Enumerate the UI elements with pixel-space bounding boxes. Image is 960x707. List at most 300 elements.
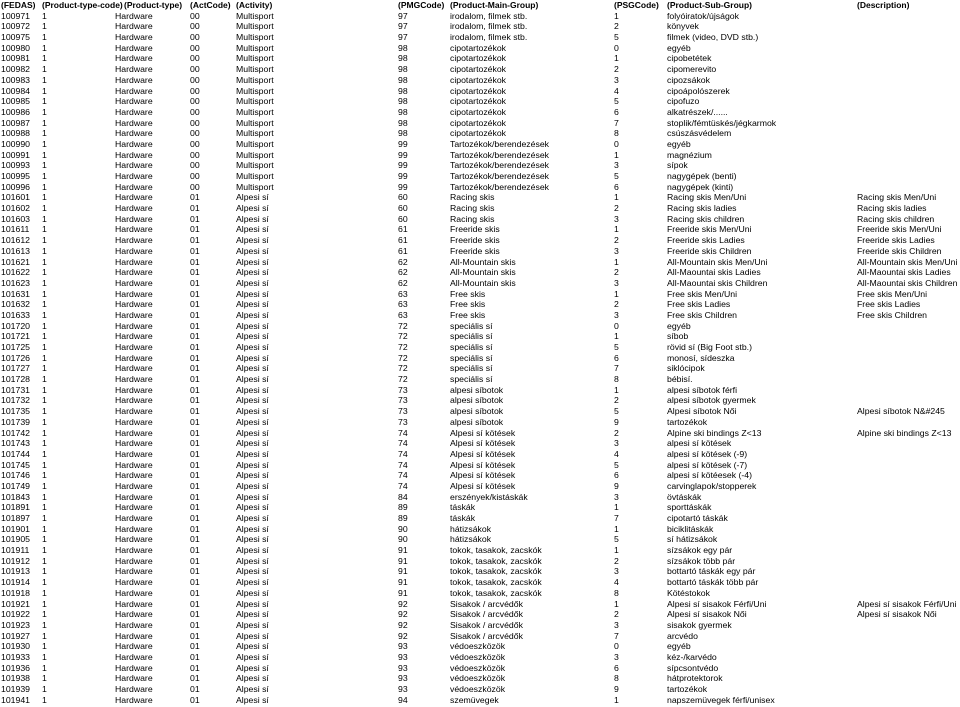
cell-fedas: 100981: [1, 53, 30, 64]
cell-act-code: 01: [190, 374, 200, 385]
cell-product-sub-group: alpesi síbotok férfi: [667, 384, 738, 395]
cell-fedas: 101602: [1, 203, 30, 214]
cell-pmg-code: 98: [398, 42, 408, 53]
cell-product-type: Hardware: [115, 577, 153, 588]
cell-psg-code: 3: [614, 438, 619, 449]
cell-psg-code: 5: [614, 171, 619, 181]
cell-act-code: 01: [190, 577, 200, 588]
cell-product-main-group: speciális sí: [450, 331, 493, 342]
cell-activity: Alpesi sí: [236, 598, 269, 609]
cell-act-code: 01: [190, 523, 200, 534]
cell-description: [857, 460, 960, 471]
cell-product-type-code: 1: [42, 577, 47, 588]
cell-description: [857, 32, 960, 43]
cell-product-type: Hardware: [115, 480, 153, 491]
cell-pmg-code: 98: [398, 85, 408, 96]
cell-product-type: Hardware: [115, 10, 153, 21]
cell-product-sub-group: folyóiratok/újságok: [667, 10, 739, 21]
cell-product-main-group: Tartozékok/berendezések: [450, 171, 549, 181]
cell-description: All-Maountai skis Ladies: [857, 267, 951, 278]
cell-product-sub-group: rövid sí (Big Foot stb.): [667, 342, 752, 352]
cell-activity: Alpesi sí: [236, 256, 269, 267]
table-row: [1, 224, 960, 235]
cell-description: [857, 374, 960, 385]
cell-product-type: Hardware: [115, 459, 153, 470]
cell-product-main-group: cipotartozékok: [450, 85, 507, 96]
cell-psg-code: 8: [614, 128, 619, 139]
table-row: [1, 470, 960, 481]
cell-product-type: Hardware: [115, 245, 153, 256]
cell-fedas: 100993: [1, 160, 30, 171]
cell-act-code: 01: [190, 363, 200, 374]
cell-psg-code: 9: [614, 416, 619, 427]
cell-description: [857, 641, 960, 652]
cell-product-type: Hardware: [115, 299, 153, 310]
cell-product-type-code: 1: [42, 641, 47, 652]
cell-product-sub-group: siklócipok: [667, 363, 705, 374]
cell-activity: Multisport: [236, 117, 274, 128]
cell-product-type: Hardware: [115, 427, 153, 438]
cell-product-main-group: alpesi síbotok: [450, 406, 504, 417]
cell-product-type: Hardware: [115, 192, 153, 203]
cell-psg-code: 4: [614, 448, 619, 459]
cell-activity: Alpesi sí: [236, 491, 269, 502]
cell-product-type-code: 1: [42, 470, 47, 481]
cell-description: [857, 556, 960, 567]
cell-fedas: 101720: [1, 320, 30, 331]
cell-product-main-group: erszények/kistáskák: [450, 491, 528, 502]
cell-product-type: Hardware: [115, 42, 153, 53]
cell-pmg-code: 72: [398, 320, 408, 331]
cell-product-sub-group: biciklitáskák: [667, 523, 714, 534]
cell-description: [857, 673, 960, 684]
table-row: [1, 203, 960, 214]
cell-fedas: 101739: [1, 416, 30, 427]
cell-activity: Alpesi sí: [236, 566, 269, 577]
table-row: [1, 235, 960, 246]
cell-product-sub-group: magnézium: [667, 149, 712, 160]
cell-description: Free skis Children: [857, 309, 928, 320]
cell-product-sub-group: könyvek: [667, 21, 699, 32]
cell-activity: Multisport: [236, 42, 274, 53]
cell-psg-code: 0: [614, 138, 619, 149]
cell-description: [857, 182, 960, 193]
cell-activity: Alpesi sí: [236, 513, 269, 523]
cell-product-main-group: irodalom, filmek stb.: [450, 10, 528, 21]
cell-product-type-code: 1: [42, 106, 47, 117]
cell-psg-code: 1: [614, 384, 619, 395]
cell-act-code: 01: [190, 491, 200, 502]
table-row: [1, 64, 960, 75]
cell-description: Freeride skis Ladies: [857, 235, 935, 246]
cell-product-type: Hardware: [115, 694, 153, 705]
cell-description: [857, 342, 960, 353]
cell-fedas: 100982: [1, 64, 30, 75]
cell-description: [857, 150, 960, 161]
column-header-product-type: (Product-type): [124, 0, 183, 10]
cell-product-main-group: Freeride skis: [450, 245, 500, 256]
table-row: [1, 257, 960, 268]
cell-psg-code: 3: [614, 277, 619, 288]
cell-pmg-code: 99: [398, 171, 408, 181]
table-row: [1, 641, 960, 652]
cell-description: [857, 139, 960, 150]
cell-product-sub-group: Racing skis children: [667, 213, 745, 224]
cell-fedas: 101941: [1, 694, 30, 705]
cell-fedas: 101933: [1, 651, 30, 662]
cell-product-type: Hardware: [115, 448, 153, 459]
cell-act-code: 00: [190, 42, 200, 53]
cell-description: [857, 128, 960, 139]
cell-product-sub-group: Alpesi síbotok Női: [667, 406, 737, 417]
cell-product-type-code: 1: [42, 673, 47, 684]
cell-description: [857, 620, 960, 631]
cell-activity: Alpesi sí: [236, 288, 269, 299]
cell-product-type: Hardware: [115, 395, 153, 406]
cell-product-type-code: 1: [42, 416, 47, 427]
cell-description: [857, 363, 960, 374]
cell-act-code: 01: [190, 609, 200, 620]
column-header-product-sub-group: (Product-Sub-Group): [667, 0, 752, 10]
cell-product-type: Hardware: [115, 342, 153, 352]
cell-activity: Multisport: [236, 10, 274, 21]
cell-description: [857, 470, 960, 481]
cell-product-main-group: Alpesi sí kötések: [450, 459, 516, 470]
cell-act-code: 01: [190, 555, 200, 566]
cell-psg-code: 5: [614, 342, 619, 352]
cell-fedas: 101613: [1, 245, 30, 256]
cell-fedas: 100990: [1, 138, 30, 149]
cell-psg-code: 3: [614, 213, 619, 224]
cell-product-type: Hardware: [115, 331, 153, 342]
cell-description: [857, 53, 960, 64]
cell-psg-code: 9: [614, 480, 619, 491]
cell-product-type-code: 1: [42, 277, 47, 288]
cell-description: [857, 171, 960, 182]
cell-pmg-code: 92: [398, 619, 408, 630]
cell-product-sub-group: alkatrészek/......: [667, 106, 728, 117]
cell-fedas: 101623: [1, 277, 30, 288]
cell-product-type-code: 1: [42, 267, 47, 278]
cell-product-type: Hardware: [115, 587, 153, 598]
cell-psg-code: 3: [614, 245, 619, 256]
cell-act-code: 01: [190, 641, 200, 652]
cell-product-main-group: Alpesi sí kötések: [450, 448, 516, 459]
cell-product-sub-group: sí hátizsákok: [667, 534, 718, 545]
table-row: [1, 481, 960, 492]
cell-psg-code: 5: [614, 406, 619, 417]
cell-fedas: 101749: [1, 480, 30, 491]
cell-act-code: 01: [190, 480, 200, 491]
cell-product-main-group: Sisakok / arcvédők: [450, 619, 523, 630]
table-row: [1, 246, 960, 257]
cell-psg-code: 5: [614, 96, 619, 107]
cell-description: [857, 438, 960, 449]
cell-act-code: 00: [190, 85, 200, 96]
cell-activity: Alpesi sí: [236, 213, 269, 224]
cell-product-sub-group: sporttáskák: [667, 502, 712, 513]
cell-activity: Alpesi sí: [236, 673, 269, 684]
cell-pmg-code: 99: [398, 160, 408, 171]
cell-product-sub-group: Alpine ski bindings Z<13: [667, 427, 762, 438]
cell-act-code: 01: [190, 267, 200, 278]
cell-fedas: 101735: [1, 406, 30, 417]
cell-product-main-group: tokok, tasakok, zacskók: [450, 555, 542, 566]
table-row: [1, 566, 960, 577]
cell-activity: Multisport: [236, 96, 274, 107]
cell-pmg-code: 93: [398, 684, 408, 694]
cell-product-type-code: 1: [42, 598, 47, 609]
table-row: [1, 695, 960, 706]
cell-pmg-code: 99: [398, 181, 408, 192]
cell-product-type-code: 1: [42, 235, 47, 246]
cell-activity: Alpesi sí: [236, 363, 269, 374]
cell-pmg-code: 63: [398, 299, 408, 310]
cell-pmg-code: 98: [398, 96, 408, 107]
table-row: [1, 385, 960, 396]
cell-product-sub-group: nagygépek (kinti): [667, 181, 734, 192]
cell-product-type: Hardware: [115, 374, 153, 385]
cell-act-code: 01: [190, 513, 200, 523]
cell-pmg-code: 93: [398, 673, 408, 684]
cell-product-main-group: Racing skis: [450, 203, 495, 214]
cell-product-sub-group: egyéb: [667, 42, 691, 53]
cell-activity: Alpesi sí: [236, 587, 269, 598]
cell-product-type-code: 1: [42, 288, 47, 299]
cell-product-type: Hardware: [115, 21, 153, 32]
cell-description: [857, 652, 960, 663]
table-row: [1, 620, 960, 631]
cell-product-type-code: 1: [42, 438, 47, 449]
cell-product-main-group: tokok, tasakok, zacskók: [450, 545, 542, 556]
cell-product-type-code: 1: [42, 694, 47, 705]
table-row: [1, 363, 960, 374]
cell-product-sub-group: egyéb: [667, 138, 691, 149]
cell-act-code: 01: [190, 587, 200, 598]
cell-product-type: Hardware: [115, 138, 153, 149]
table-row: [1, 86, 960, 97]
cell-activity: Alpesi sí: [236, 470, 269, 481]
cell-psg-code: 2: [614, 299, 619, 310]
cell-product-type-code: 1: [42, 331, 47, 342]
cell-product-type-code: 1: [42, 128, 47, 139]
cell-product-main-group: cipotartozékok: [450, 106, 507, 117]
cell-product-sub-group: carvinglapok/stopperek: [667, 480, 757, 491]
cell-psg-code: 1: [614, 224, 619, 235]
cell-fedas: 101905: [1, 534, 30, 545]
cell-product-sub-group: Freeride skis Men/Uni: [667, 224, 752, 235]
cell-act-code: 00: [190, 96, 200, 107]
cell-product-type: Hardware: [115, 566, 153, 577]
cell-product-type-code: 1: [42, 587, 47, 598]
cell-pmg-code: 92: [398, 630, 408, 641]
cell-product-main-group: cipotartozékok: [450, 128, 507, 139]
cell-product-sub-group: egyéb: [667, 641, 691, 652]
cell-description: [857, 449, 960, 460]
cell-product-main-group: All-Mountain skis: [450, 256, 516, 267]
cell-product-sub-group: alpesi sí kötések (-7): [667, 459, 748, 470]
cell-description: Alpine ski bindings Z<13: [857, 427, 952, 438]
cell-product-type: Hardware: [115, 256, 153, 267]
table-row: [1, 128, 960, 139]
cell-product-main-group: Alpesi sí kötések: [450, 438, 516, 449]
cell-activity: Alpesi sí: [236, 267, 269, 278]
cell-product-type: Hardware: [115, 181, 153, 192]
cell-product-type-code: 1: [42, 406, 47, 417]
cell-fedas: 101732: [1, 395, 30, 406]
table-row: [1, 545, 960, 556]
cell-act-code: 00: [190, 117, 200, 128]
cell-act-code: 01: [190, 545, 200, 556]
cell-description: Racing skis children: [857, 213, 935, 224]
cell-psg-code: 7: [614, 363, 619, 374]
cell-product-sub-group: egyéb: [667, 320, 691, 331]
cell-activity: Multisport: [236, 128, 274, 139]
cell-product-type-code: 1: [42, 213, 47, 224]
table-row: [1, 267, 960, 278]
cell-fedas: 101918: [1, 587, 30, 598]
cell-fedas: 100971: [1, 10, 30, 21]
cell-product-sub-group: sípcsontvédo: [667, 662, 719, 673]
cell-fedas: 101632: [1, 299, 30, 310]
cell-description: [857, 96, 960, 107]
cell-product-type: Hardware: [115, 309, 153, 320]
cell-product-main-group: tokok, tasakok, zacskók: [450, 566, 542, 577]
cell-psg-code: 3: [614, 491, 619, 502]
cell-activity: Alpesi sí: [236, 619, 269, 630]
cell-product-type-code: 1: [42, 619, 47, 630]
cell-product-sub-group: Alpesi sí sisakok Férfi/Uni: [667, 598, 767, 609]
cell-product-type-code: 1: [42, 363, 47, 374]
cell-description: Racing skis Men/Uni: [857, 192, 937, 203]
cell-psg-code: 2: [614, 21, 619, 32]
cell-activity: Alpesi sí: [236, 555, 269, 566]
cell-product-main-group: Racing skis: [450, 213, 495, 224]
table-row: [1, 609, 960, 620]
cell-psg-code: 6: [614, 352, 619, 363]
table-row: [1, 492, 960, 503]
cell-product-type: Hardware: [115, 673, 153, 684]
column-header-product-type-code: (Product-type-code): [42, 0, 123, 10]
cell-product-type-code: 1: [42, 299, 47, 310]
cell-product-main-group: alpesi síbotok: [450, 384, 504, 395]
cell-fedas: 101742: [1, 427, 30, 438]
cell-fedas: 100996: [1, 181, 30, 192]
cell-pmg-code: 91: [398, 555, 408, 566]
cell-product-sub-group: alpesi síbotok gyermek: [667, 395, 756, 406]
cell-psg-code: 8: [614, 587, 619, 598]
cell-act-code: 01: [190, 235, 200, 246]
cell-description: [857, 321, 960, 332]
table-row: [1, 524, 960, 535]
cell-act-code: 01: [190, 203, 200, 214]
cell-description: [857, 86, 960, 97]
cell-pmg-code: 97: [398, 10, 408, 21]
table-row: [1, 534, 960, 545]
table-row: [1, 395, 960, 406]
cell-pmg-code: 84: [398, 491, 408, 502]
cell-product-sub-group: Alpesi sí sisakok Női: [667, 609, 747, 620]
cell-product-type: Hardware: [115, 320, 153, 331]
table-row: [1, 556, 960, 567]
cell-activity: Alpesi sí: [236, 395, 269, 406]
cell-product-type-code: 1: [42, 630, 47, 641]
cell-product-type-code: 1: [42, 117, 47, 128]
cell-psg-code: 7: [614, 117, 619, 128]
cell-description: [857, 566, 960, 577]
cell-product-main-group: All-Mountain skis: [450, 277, 516, 288]
cell-act-code: 00: [190, 128, 200, 139]
cell-product-type-code: 1: [42, 448, 47, 459]
column-header-psg-code: (PSGCode): [614, 0, 659, 10]
cell-product-main-group: cipotartozékok: [450, 117, 507, 128]
cell-activity: Alpesi sí: [236, 438, 269, 449]
cell-product-main-group: Free skis: [450, 288, 486, 299]
cell-pmg-code: 92: [398, 598, 408, 609]
cell-psg-code: 1: [614, 10, 619, 21]
cell-pmg-code: 91: [398, 566, 408, 577]
cell-activity: Alpesi sí: [236, 309, 269, 320]
cell-product-type-code: 1: [42, 320, 47, 331]
cell-fedas: 100986: [1, 106, 30, 117]
cell-act-code: 01: [190, 438, 200, 449]
cell-act-code: 00: [190, 74, 200, 85]
cell-product-type-code: 1: [42, 609, 47, 620]
cell-product-main-group: cipotartozékok: [450, 53, 507, 64]
cell-psg-code: 1: [614, 288, 619, 299]
table-row: [1, 182, 960, 193]
table-row: [1, 118, 960, 129]
cell-description: [857, 64, 960, 75]
cell-product-sub-group: sízsákok egy pár: [667, 545, 733, 556]
table-row: [1, 214, 960, 225]
cell-product-main-group: speciális sí: [450, 363, 493, 374]
cell-activity: Alpesi sí: [236, 320, 269, 331]
cell-product-sub-group: All-Maountai skis Ladies: [667, 267, 761, 278]
cell-psg-code: 3: [614, 619, 619, 630]
cell-fedas: 100995: [1, 171, 30, 181]
cell-psg-code: 0: [614, 42, 619, 53]
cell-pmg-code: 72: [398, 342, 408, 352]
cell-product-type-code: 1: [42, 245, 47, 256]
cell-description: [857, 577, 960, 588]
cell-product-main-group: Sisakok / arcvédők: [450, 598, 523, 609]
cell-activity: Alpesi sí: [236, 545, 269, 556]
cell-act-code: 01: [190, 684, 200, 694]
cell-product-sub-group: övtáskák: [667, 491, 702, 502]
cell-product-type-code: 1: [42, 309, 47, 320]
cell-product-main-group: Freeride skis: [450, 235, 500, 246]
cell-description: Freeride skis Children: [857, 245, 942, 256]
cell-fedas: 100972: [1, 21, 30, 32]
cell-fedas: 101601: [1, 192, 30, 203]
cell-activity: Alpesi sí: [236, 416, 269, 427]
cell-product-sub-group: monosí, sídeszka: [667, 352, 735, 363]
cell-act-code: 01: [190, 309, 200, 320]
cell-activity: Alpesi sí: [236, 384, 269, 395]
cell-fedas: 101611: [1, 224, 30, 235]
cell-product-type: Hardware: [115, 267, 153, 278]
cell-product-sub-group: arcvédo: [667, 630, 698, 641]
table-row: [1, 96, 960, 107]
cell-act-code: 01: [190, 277, 200, 288]
cell-product-type-code: 1: [42, 545, 47, 556]
cell-product-sub-group: cipobetétek: [667, 53, 712, 64]
table-row: [1, 449, 960, 460]
cell-pmg-code: 73: [398, 395, 408, 406]
cell-act-code: 00: [190, 171, 200, 181]
cell-act-code: 01: [190, 619, 200, 630]
